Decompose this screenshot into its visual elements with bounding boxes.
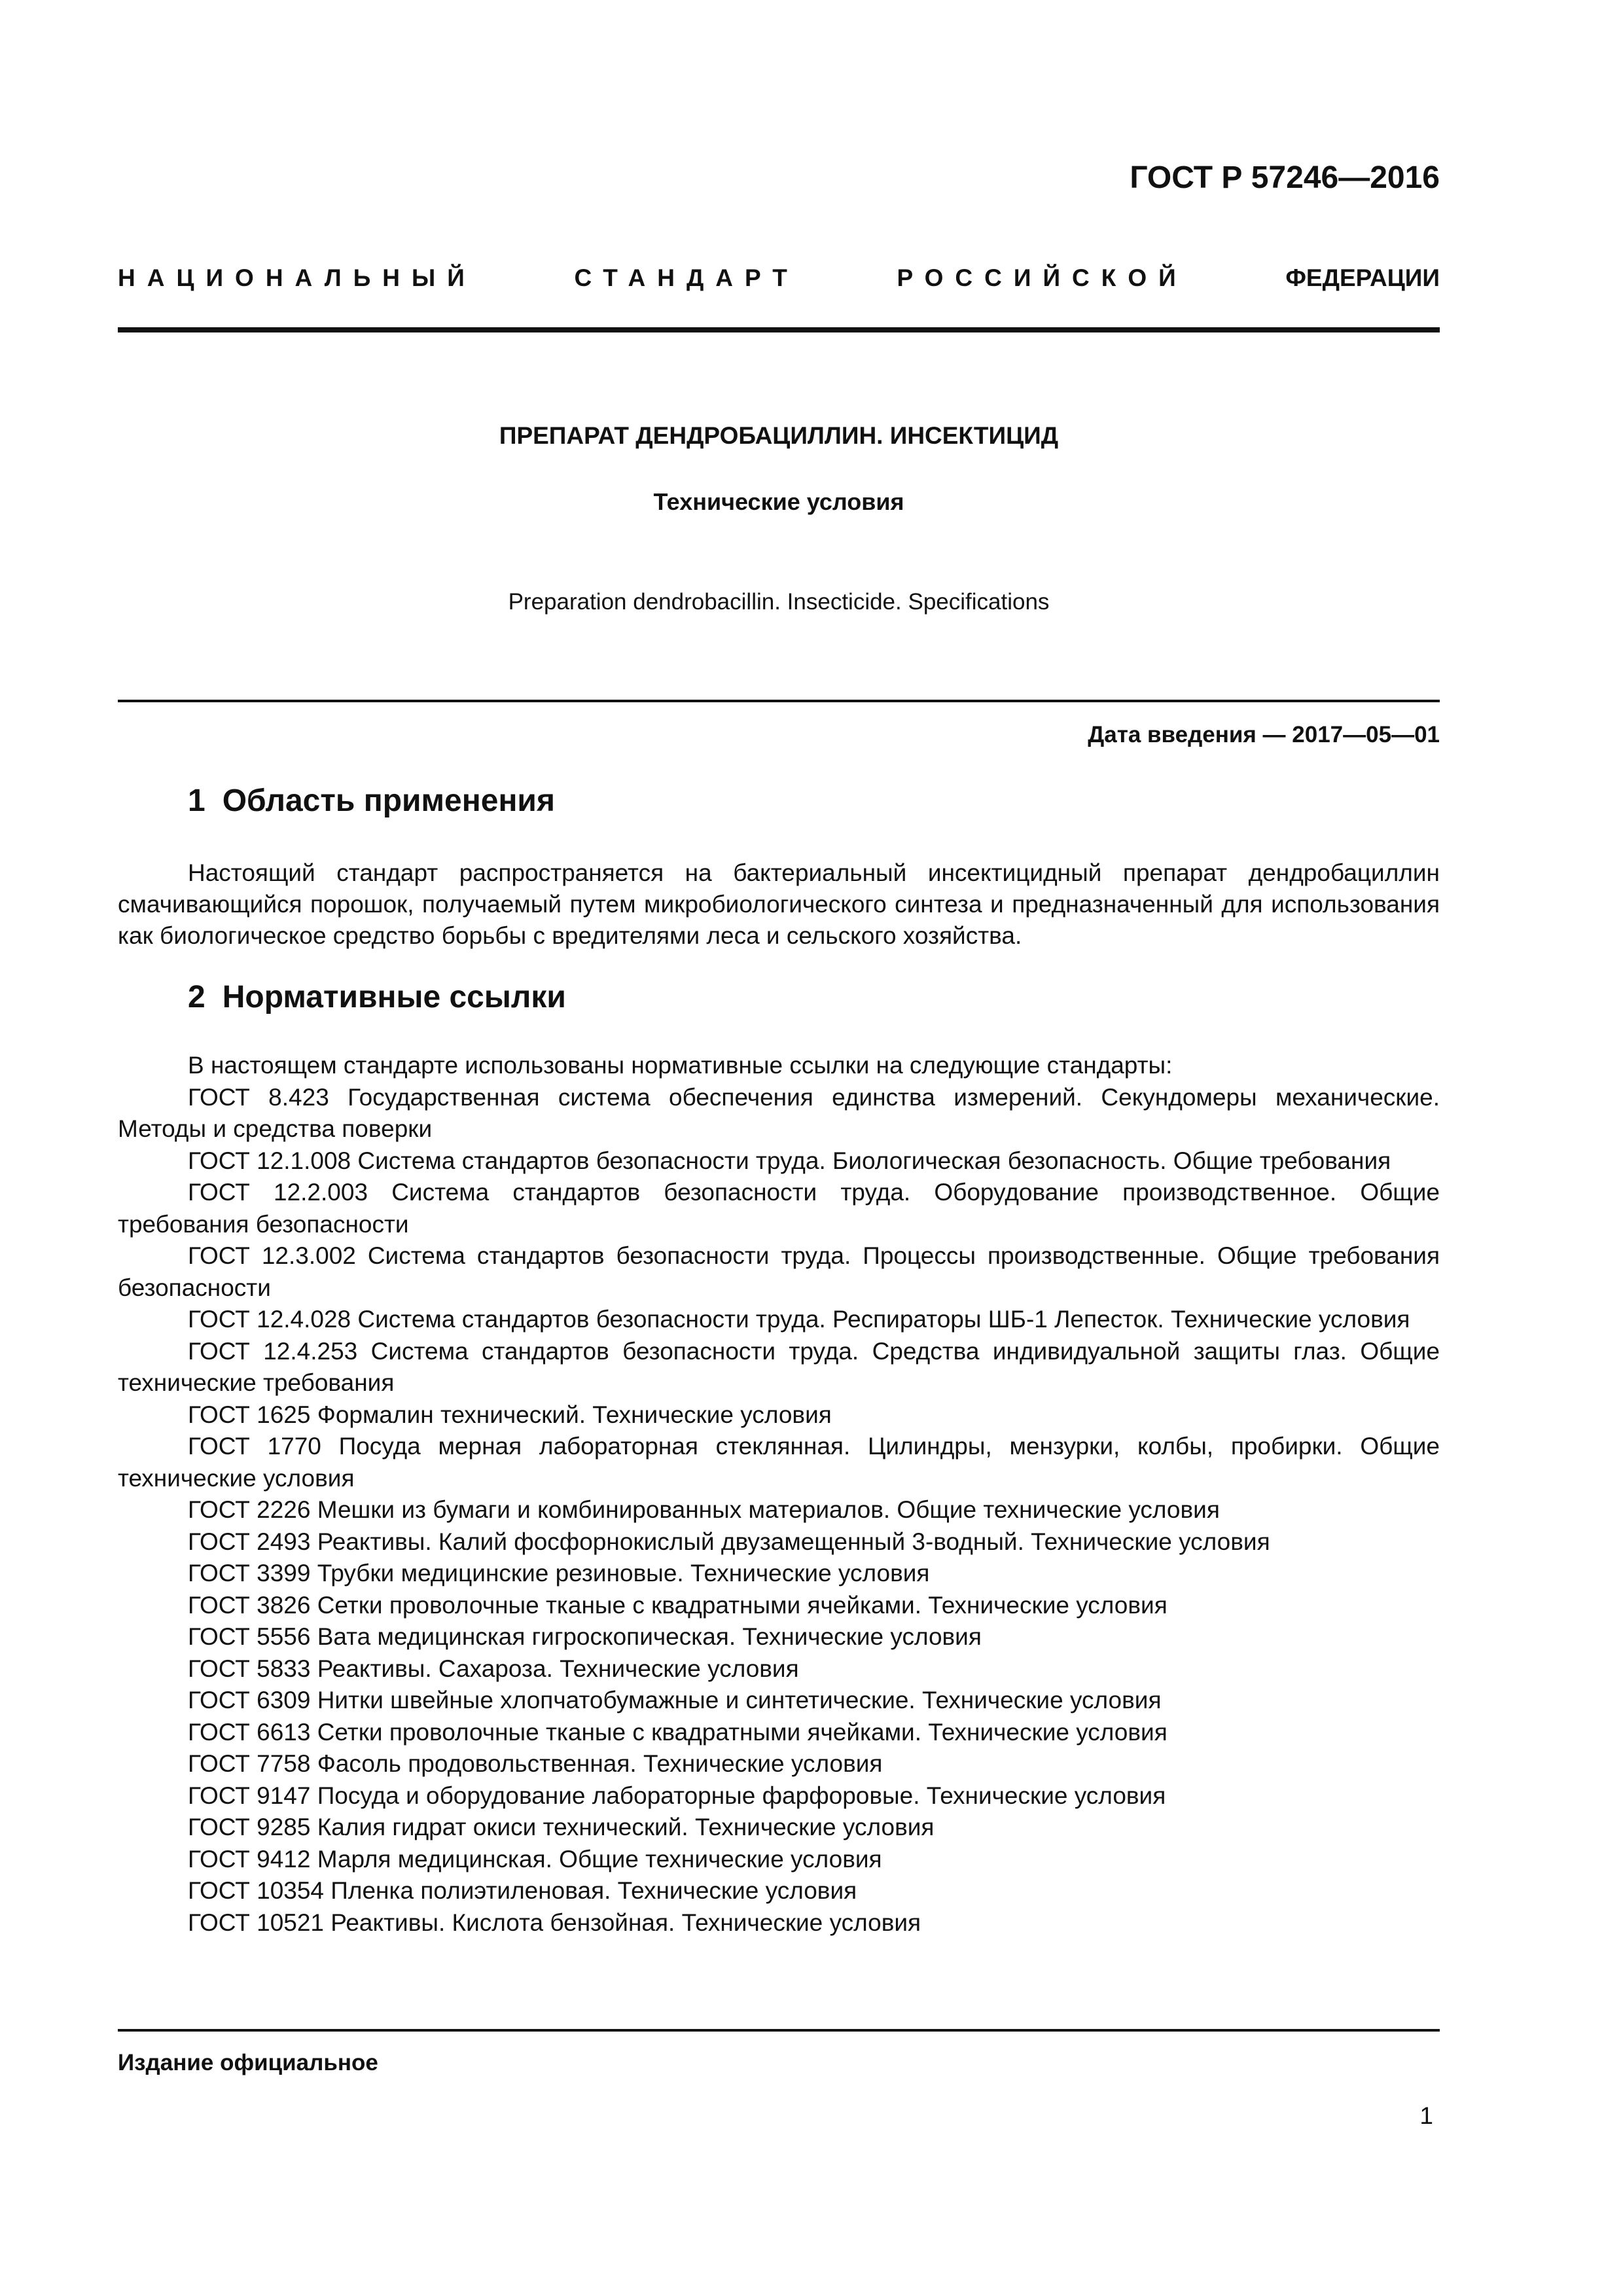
reference-item: ГОСТ 12.2.003 Система стандартов безопасности труда. Оборудование производственное. Общие требования безопасности bbox=[118, 1179, 1440, 1238]
reference-item: ГОСТ 1770 Посуда мерная лабораторная стеклянная. Цилиндры, мензурки, колбы, пробирки. Общие технические условия bbox=[118, 1433, 1440, 1492]
section-2-heading bbox=[188, 979, 566, 1015]
standard-code: ГОСТ Р 57246—2016 bbox=[1130, 160, 1440, 195]
reference-item: ГОСТ 6309 Нитки швейные хлопчатобумажные и синтетические. Технические условия bbox=[188, 1687, 1162, 1713]
reference-item: ГОСТ 8.423 Государственная система обеспечения единства измерений. Секундомеры механические. Методы и средства поверки bbox=[118, 1083, 1440, 1142]
national-standard-banner bbox=[118, 264, 1440, 292]
header-divider bbox=[118, 327, 1440, 332]
section-title: Нормативные ссылки bbox=[222, 980, 566, 1014]
document-title: ПРЕПАРАТ ДЕНДРОБАЦИЛЛИН. ИНСЕКТИЦИД bbox=[499, 422, 1059, 449]
introduction-date: Дата введения — 2017—05—01 bbox=[1088, 722, 1440, 747]
document-subtitle: Технические условия bbox=[653, 488, 904, 515]
page-number: 1 bbox=[1419, 2102, 1433, 2129]
reference-item: ГОСТ 1625 Формалин технический. Технические условия bbox=[188, 1401, 832, 1428]
reference-item: ГОСТ 10521 Реактивы. Кислота бензойная. Технические условия bbox=[188, 1909, 921, 1936]
reference-item: ГОСТ 3826 Сетки проволочные тканые с квадратными ячейками. Технические условия bbox=[188, 1591, 1168, 1619]
reference-item: ГОСТ 3399 Трубки медицинские резиновые. Технические условия bbox=[188, 1560, 930, 1587]
banner-word: РОССИЙСКОЙ bbox=[897, 264, 1188, 291]
english-title: Preparation dendrobacillin. Insecticide. Specifications bbox=[508, 589, 1050, 615]
section-title: Область применения bbox=[222, 783, 555, 818]
banner-word: НАЦИОНАЛЬНЫЙ bbox=[118, 264, 476, 291]
reference-item: ГОСТ 5556 Вата медицинская гигроскопическая. Технические условия bbox=[188, 1623, 982, 1650]
normative-references-list bbox=[118, 1050, 1440, 1939]
reference-item: ГОСТ 2493 Реактивы. Калий фосфорнокислый двузамещенный 3-водный. Технические условия bbox=[188, 1528, 1270, 1555]
edition-label: Издание официальное bbox=[118, 2050, 378, 2075]
reference-item: ГОСТ 10354 Пленка полиэтиленовая. Технические условия bbox=[188, 1877, 857, 1904]
reference-item: ГОСТ 9147 Посуда и оборудование лабораторные фарфоровые. Технические условия bbox=[188, 1782, 1166, 1809]
reference-item: ГОСТ 12.4.253 Система стандартов безопасности труда. Средства индивидуальной защиты глаз. Общие технические требования bbox=[118, 1337, 1440, 1396]
reference-item: ГОСТ 12.1.008 Система стандартов безопасности труда. Биологическая безопасность. Общие требования bbox=[188, 1147, 1391, 1174]
reference-item: ГОСТ 12.3.002 Система стандартов безопасности труда. Процессы производственные. Общие требования безопасности bbox=[118, 1242, 1440, 1301]
section-number: 1 bbox=[188, 783, 205, 818]
reference-item: ГОСТ 5833 Реактивы. Сахароза. Технические условия bbox=[188, 1655, 799, 1682]
references-intro: В настоящем стандарте использованы нормативные ссылки на следующие стандарты: bbox=[188, 1052, 1173, 1079]
reference-item: ГОСТ 9285 Калия гидрат окиси технический. Технические условия bbox=[188, 1814, 935, 1840]
reference-item: ГОСТ 2226 Мешки из бумаги и комбинированных материалов. Общие технические условия bbox=[188, 1496, 1220, 1523]
banner-word: ФЕДЕРАЦИИ bbox=[1285, 264, 1440, 291]
reference-item: ГОСТ 6613 Сетки проволочные тканые с квадратными ячейками. Технические условия bbox=[188, 1718, 1168, 1746]
reference-item: ГОСТ 7758 Фасоль продовольственная. Технические условия bbox=[188, 1750, 883, 1777]
document-page bbox=[118, 0, 1440, 2296]
section-1-heading bbox=[188, 783, 555, 819]
reference-item: ГОСТ 9412 Марля медицинская. Общие технические условия bbox=[188, 1845, 882, 1873]
title-divider bbox=[118, 700, 1440, 702]
section-1-text: Настоящий стандарт распространяется на бактериальный инсектицидный препарат дендробациллин смачивающийся порошок, получаемый путем микробиологического синтеза и предназначенный для использования как биологическое средство борьбы с вредителями леса и сельского хозяйства. bbox=[118, 859, 1440, 949]
footer-divider bbox=[118, 2029, 1440, 2032]
section-number: 2 bbox=[188, 980, 205, 1014]
reference-item: ГОСТ 12.4.028 Система стандартов безопасности труда. Респираторы ШБ-1 Лепесток. Технические условия bbox=[188, 1306, 1410, 1333]
banner-word: СТАНДАРТ bbox=[574, 264, 799, 291]
